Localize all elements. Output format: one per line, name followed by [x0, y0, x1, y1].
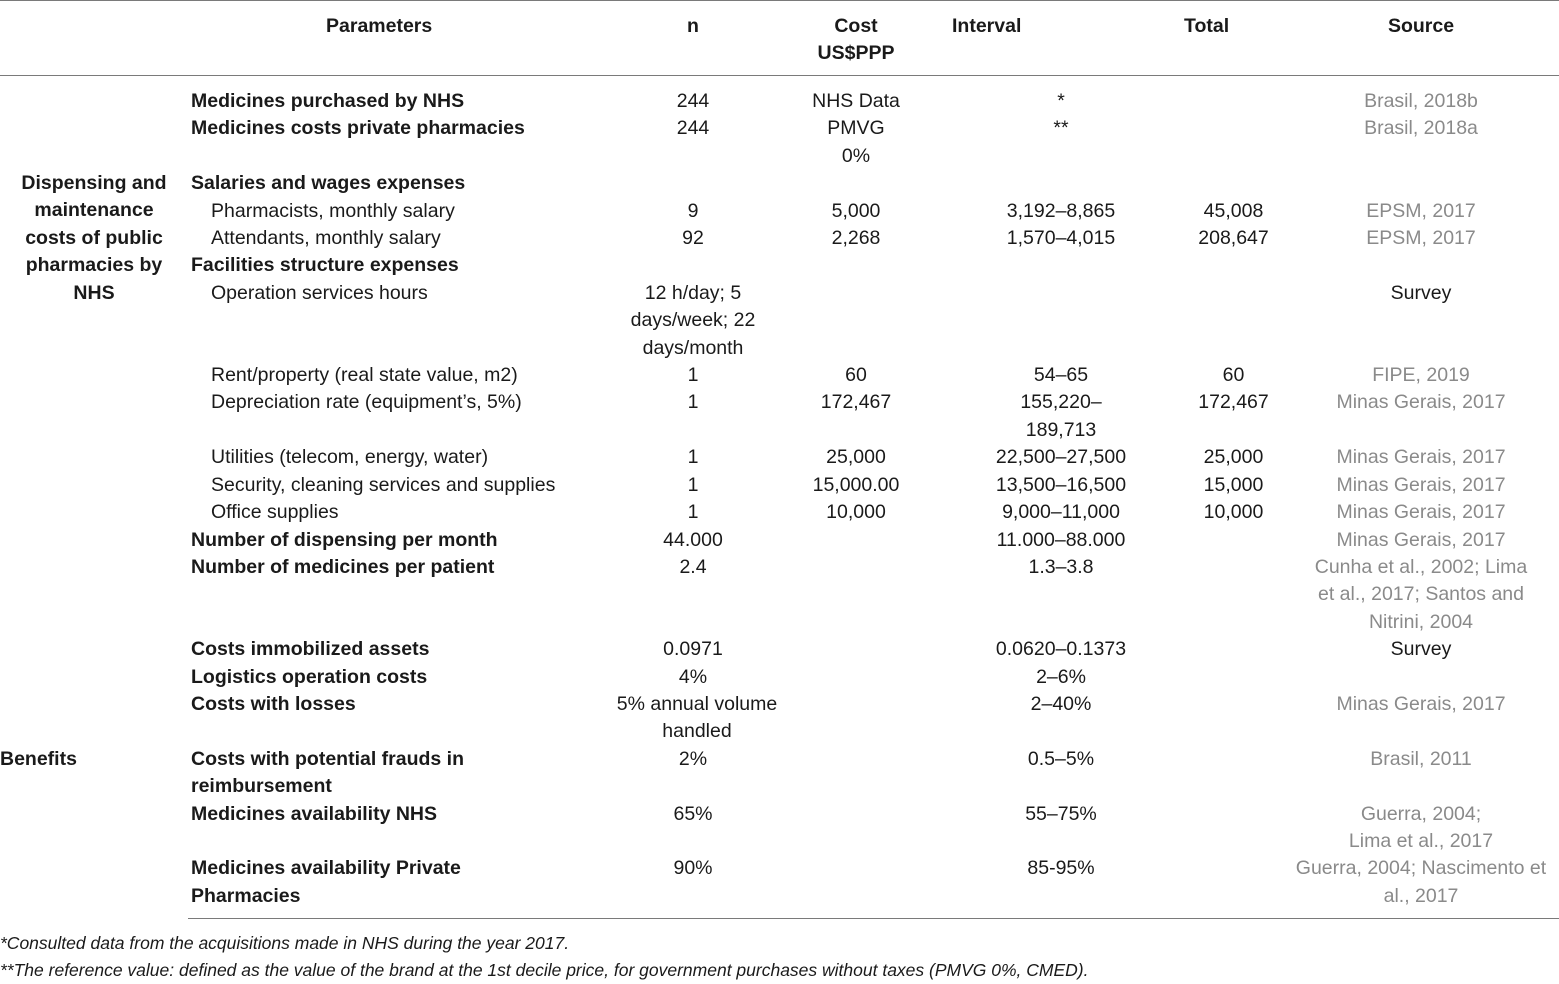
table-row	[0, 746, 1559, 801]
table-row	[0, 280, 1559, 362]
param-cell: Office supplies	[211, 501, 339, 524]
interval-cell: 3,192–8,865	[1006, 199, 1116, 222]
interval-cell: 22,500–27,500	[995, 446, 1127, 469]
cost-cell: NHS Data	[812, 90, 900, 112]
n-cell: 4%	[678, 665, 708, 688]
param-cell: Number of medicines per patient	[191, 555, 495, 578]
total-cell	[1184, 801, 1283, 856]
total-cell	[1184, 115, 1283, 170]
cost-cell	[774, 855, 938, 918]
n-cell: 2.4	[679, 555, 707, 578]
source-cell: Survey	[1390, 638, 1452, 661]
table-row	[0, 636, 1559, 663]
interval-cell: 1,570–4,015	[1006, 227, 1116, 250]
source-cell: Minas Gerais, 2017	[1336, 391, 1506, 414]
interval-cell: 13,500–16,500	[995, 473, 1127, 496]
cost-cell	[774, 280, 938, 362]
interval-cell	[938, 252, 1184, 279]
param-cell: Utilities (telecom, energy, water)	[211, 446, 489, 469]
header-total: Total	[1184, 1, 1283, 76]
n-cell	[612, 280, 774, 362]
total-cell: 45,008	[1203, 199, 1264, 222]
footnote-1: *Consulted data from the acquisitions made in NHS during the year 2017.	[0, 933, 570, 953]
interval-cell: 85-95%	[938, 855, 1184, 918]
n-cell: 2%	[678, 747, 708, 770]
source-cell	[1283, 664, 1559, 691]
cost-cell: 2,268	[831, 227, 881, 250]
total-cell	[1184, 554, 1283, 636]
param-cell: Operation services hours	[211, 281, 428, 304]
n-cell: 92	[682, 227, 704, 250]
n-cell: 44.000	[663, 528, 723, 551]
total-cell	[1184, 170, 1283, 197]
total-cell: 60	[1222, 364, 1245, 387]
source-cell	[1283, 554, 1559, 636]
source-cell: Minas Gerais, 2017	[1336, 473, 1506, 496]
param-cell: Number of dispensing per month	[191, 528, 498, 551]
source-cell: EPSM, 2017	[1366, 199, 1476, 222]
n-text: 5% annual volume handled	[616, 692, 778, 743]
cost-cell: 15,000.00	[812, 473, 900, 496]
source-cell: Brasil, 2011	[1370, 747, 1472, 770]
cost-cell: 5,000	[831, 199, 881, 222]
interval-cell: 11.000–88.000	[996, 528, 1126, 551]
header-category	[0, 1, 188, 76]
n-cell: 0.0971	[663, 638, 723, 661]
n-cell	[612, 691, 778, 746]
table-row	[0, 76, 1559, 116]
param-text: Medicines availability Private Pharmacies	[191, 857, 461, 907]
interval-cell	[938, 389, 1184, 444]
category-dispensing-label: Dispensing and maintenance costs of public pharmacies by NHS	[21, 172, 167, 304]
footnote-2: **The reference value: defined as the value of the brand at the 1st decile price, for government purchases without taxes (PMVG 0%, CMED).	[0, 960, 1089, 980]
total-cell	[1184, 527, 1283, 554]
table-row	[0, 499, 1559, 526]
total-cell: 10,000	[1203, 501, 1264, 524]
source-cell: FIPE, 2019	[1372, 364, 1470, 387]
param-cell: Medicines costs private pharmacies	[191, 117, 525, 140]
n-cell: 244	[676, 90, 710, 112]
n-text: 12 h/day; 5 days/week; 22 days/month	[630, 281, 756, 359]
total-cell: 208,647	[1198, 227, 1269, 250]
source-cell: Brasil, 2018a	[1364, 117, 1478, 140]
table-row	[0, 225, 1559, 252]
table-row	[0, 198, 1559, 225]
n-cell: 90%	[612, 855, 774, 918]
source-cell	[1283, 801, 1559, 856]
header-cost-line2: US$PPP	[817, 42, 895, 64]
n-cell: 1	[687, 391, 699, 414]
table-row	[0, 444, 1559, 471]
source-cell: Survey	[1390, 281, 1452, 304]
param-cell: Costs immobilized assets	[191, 638, 430, 661]
n-cell: 1	[687, 446, 699, 469]
interval-cell	[938, 280, 1184, 362]
header-cost	[774, 1, 938, 76]
param-cell: Medicines purchased by NHS	[191, 90, 465, 112]
cost-cell	[774, 636, 938, 663]
table-row	[0, 362, 1559, 389]
interval-cell: 2–40%	[1030, 692, 1092, 715]
header-parameters: Parameters	[188, 1, 612, 76]
interval-cell: 1.3–3.8	[1028, 555, 1094, 578]
param-cell: Pharmacists, monthly salary	[211, 199, 455, 222]
source-text: Guerra, 2004; Lima et al., 2017	[1348, 802, 1494, 852]
total-cell: 15,000	[1203, 473, 1264, 496]
source-cell: Guerra, 2004; Nascimento et al., 2017	[1283, 855, 1559, 918]
source-cell: Minas Gerais, 2017	[1336, 528, 1506, 551]
cost-cell: 60	[845, 364, 867, 387]
total-cell	[1184, 280, 1283, 362]
total-cell	[1184, 76, 1283, 116]
param-text: Costs with potential frauds in reimbursement	[191, 747, 465, 798]
param-cell: Costs with losses	[191, 692, 356, 715]
cost-cell	[774, 801, 938, 856]
footnotes	[0, 930, 1460, 984]
n-cell	[612, 252, 774, 279]
source-cell	[1283, 170, 1559, 197]
category-blank	[0, 691, 188, 746]
interval-cell: 2–6%	[1036, 665, 1086, 688]
n-cell: 9	[687, 199, 699, 222]
n-cell: 65%	[673, 802, 713, 825]
cost-cell	[774, 691, 938, 746]
param-cell: Rent/property (real state value, m2)	[211, 364, 518, 387]
table-row	[0, 554, 1559, 636]
category-benefits: Benefits	[0, 747, 77, 770]
total-cell	[1184, 855, 1283, 918]
cost-cell: 10,000	[826, 501, 886, 524]
table-row	[0, 527, 1559, 554]
cost-cell	[774, 554, 938, 636]
table-row	[0, 472, 1559, 499]
param-cell	[188, 746, 612, 801]
table-row	[0, 855, 1559, 918]
cost-cell	[774, 746, 938, 801]
total-cell	[1184, 746, 1283, 801]
header-interval: Interval	[938, 1, 1184, 76]
cost-cell	[774, 115, 938, 170]
interval-cell: 55–75%	[1025, 802, 1097, 825]
source-cell: Minas Gerais, 2017	[1336, 446, 1506, 469]
total-cell	[1184, 636, 1283, 663]
interval-cell: 0.0620–0.1373	[995, 638, 1127, 661]
n-cell: 1	[687, 501, 699, 524]
total-cell: 25,000	[1203, 446, 1264, 469]
table-row	[0, 664, 1559, 691]
interval-cell: *	[1057, 90, 1065, 112]
cost-cell: 172,467	[820, 391, 892, 414]
table-row	[0, 252, 1559, 279]
source-cell: Minas Gerais, 2017	[1336, 692, 1506, 715]
param-cell: Attendants, monthly salary	[211, 227, 441, 250]
source-cell	[1283, 252, 1559, 279]
header-n: n	[612, 1, 774, 76]
param-cell: Medicines availability NHS	[191, 802, 438, 825]
header-cost-line1: Cost	[834, 15, 878, 37]
n-cell: 1	[687, 364, 699, 387]
cost-cell	[774, 664, 938, 691]
param-cell: Salaries and wages expenses	[191, 172, 466, 195]
n-cell: 1	[687, 473, 699, 496]
total-cell: 172,467	[1198, 391, 1269, 414]
interval-cell	[938, 170, 1184, 197]
param-cell: Depreciation rate (equipment’s, 5%)	[211, 391, 522, 414]
interval-cell: 9,000–11,000	[1002, 501, 1120, 524]
interval-cell: 54–65	[1033, 364, 1089, 387]
cost-cell	[774, 252, 938, 279]
param-cell: Security, cleaning services and supplies	[211, 473, 556, 496]
source-text: Cunha et al., 2002; Lima et al., 2017; Santos and Nitrini, 2004	[1314, 555, 1528, 633]
table-row	[0, 389, 1559, 444]
table-row	[0, 801, 1559, 856]
cost-cell: 25,000	[826, 446, 886, 469]
cost-text: PMVG 0%	[827, 117, 885, 167]
table-row	[0, 170, 1559, 197]
source-cell: Minas Gerais, 2017	[1336, 501, 1506, 524]
source-cell: Brasil, 2018b	[1364, 90, 1478, 112]
n-cell	[612, 170, 774, 197]
interval-cell: **	[1053, 117, 1069, 140]
param-cell	[188, 855, 612, 918]
cost-cell	[774, 527, 938, 554]
total-cell	[1184, 691, 1283, 746]
cost-cell	[774, 170, 938, 197]
header-source: Source	[1283, 1, 1559, 76]
param-cell: Facilities structure expenses	[191, 254, 459, 277]
source-cell: EPSM, 2017	[1366, 227, 1476, 250]
table-header-row	[0, 1, 1559, 76]
interval-cell: 0.5–5%	[1027, 747, 1095, 770]
param-cell: Logistics operation costs	[191, 665, 428, 688]
table-row	[0, 691, 1559, 746]
category-dispensing	[0, 76, 188, 691]
total-cell	[1184, 252, 1283, 279]
n-cell: 244	[676, 117, 710, 140]
interval-text: 155,220–189,713	[1020, 391, 1102, 441]
total-cell	[1184, 664, 1283, 691]
table-row	[0, 115, 1559, 170]
